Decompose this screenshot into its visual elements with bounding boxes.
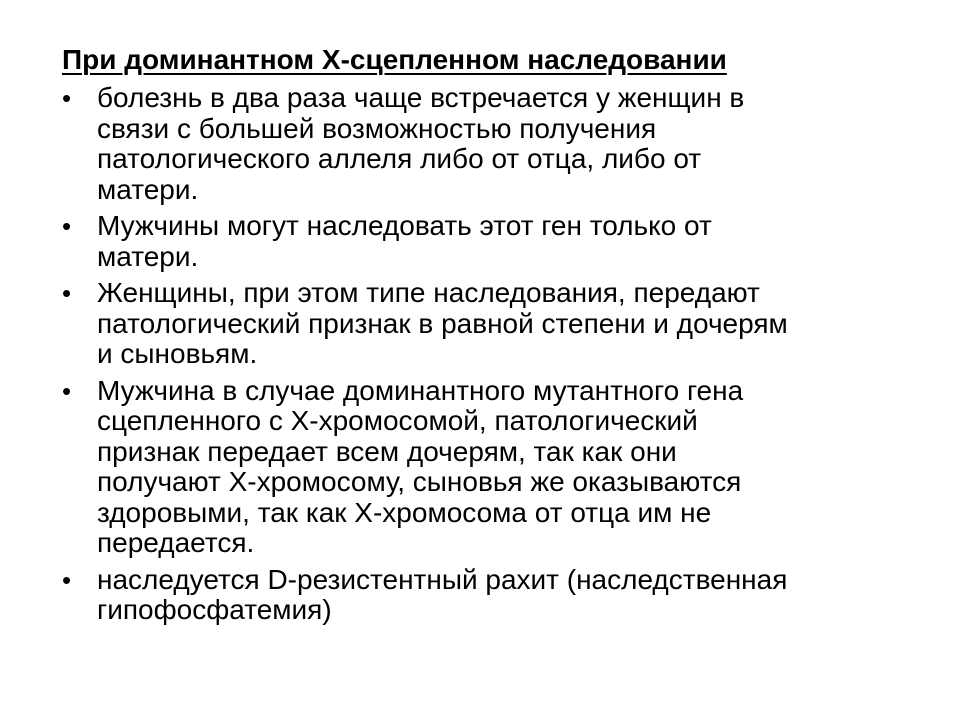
text-line: наследуется D-резистентный рахит (наследственная — [97, 563, 788, 595]
bullet-text — [97, 376, 902, 559]
text-line: матери. — [97, 240, 199, 272]
text-line: здоровыми, так как X-хромосома от отца им не — [97, 496, 712, 528]
bullet-text — [97, 278, 902, 370]
bullet-item-2 — [62, 211, 902, 272]
text-line: патологический признак в равной степени и дочерям — [97, 307, 788, 339]
bullet-text — [97, 83, 902, 205]
bullet-text — [97, 211, 902, 272]
bullet-item-4 — [62, 376, 902, 559]
text-line: получают X-хромосому, сыновья же оказываются — [97, 466, 742, 497]
text-line: связи с большей возможностью получения — [97, 112, 657, 144]
bullet-item-5 — [62, 565, 902, 626]
bullet-dot-icon: • — [62, 83, 72, 113]
text-line: болезнь в два раза чаще встречается у женщин в — [97, 82, 745, 113]
text-line: гипофосфатемия) — [97, 594, 332, 625]
text-line: передается. — [97, 527, 255, 558]
bullet-dot-icon: • — [62, 211, 72, 241]
text-line: патологического аллеля либо от отца, либо от — [97, 143, 702, 174]
text-line: признак передает всем дочерям, так как они — [97, 435, 677, 467]
bullet-list — [62, 83, 902, 632]
slide-title: При доминантном X-сцепленном наследовании — [62, 44, 727, 75]
text-line: Женщины, при этом типе наследования, передают — [97, 277, 760, 308]
text-line: Мужчины могут наследовать этот ген только от — [97, 210, 712, 241]
bullet-dot-icon: • — [62, 278, 72, 308]
bullet-text — [97, 565, 902, 626]
text-line: и сыновьям. — [97, 338, 258, 369]
text-line: сцепленного с X-хромосомой, патологический — [97, 405, 698, 436]
bullet-dot-icon: • — [62, 375, 72, 406]
bullet-item-1 — [62, 83, 902, 205]
bullet-item-3 — [62, 278, 902, 370]
text-line: Мужчина в случае доминантного мутантного гена — [97, 374, 744, 406]
bullet-dot-icon: • — [62, 564, 72, 595]
text-line: матери. — [97, 173, 199, 205]
